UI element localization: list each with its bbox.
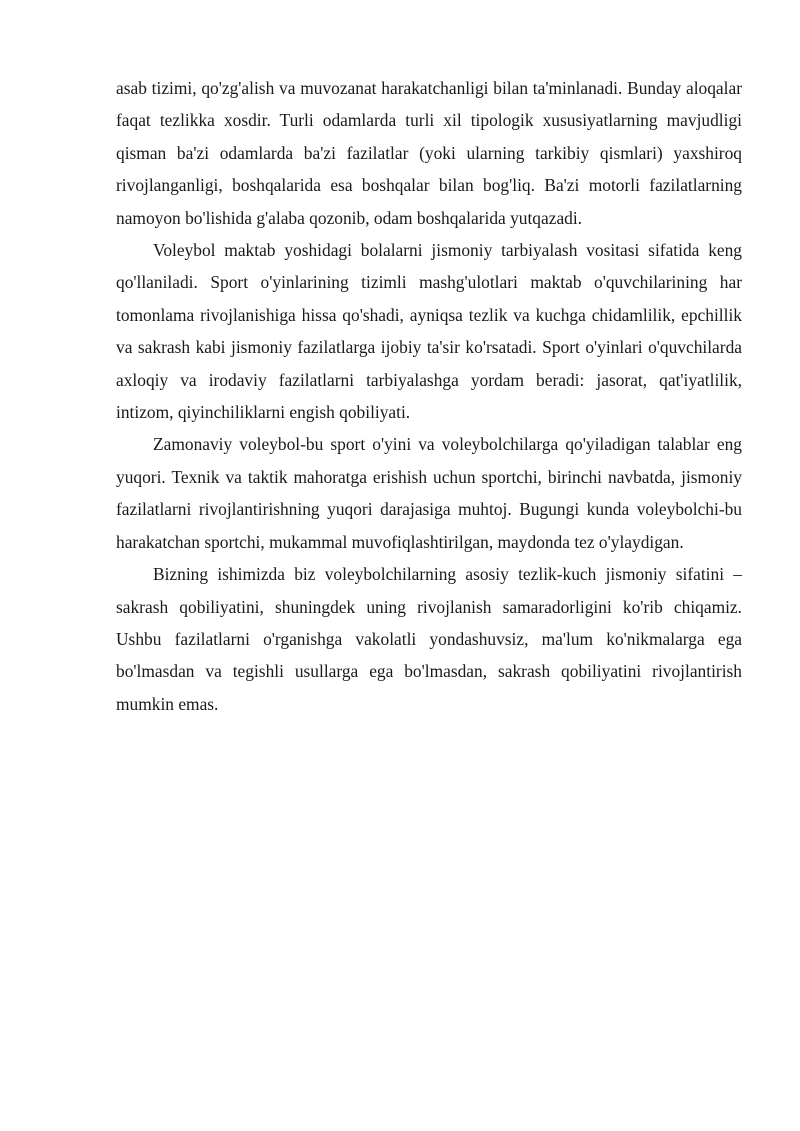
paragraph-2: Voleybol maktab yoshidagi bolalarni jismoniy tarbiyalash vositasi sifatida keng qo'llaniladi. Sport o'yinlarining tizimli mashg'ulotlari maktab o'quvchilarining har tomonlama rivojlanishiga hissa qo'shadi, ayniqsa tezlik va kuchga chidamlilik, epchillik va sakrash kabi jismoniy fazilatlarga ijobiy ta'sir ko'rsatadi. Sport o'yinlari o'quvchilarda axloqiy va irodaviy fazilatlarni tarbiyalashga yordam beradi: jasorat, qat'iyatlilik, intizom, qiyinchiliklarni engish qobiliyati. [116, 240, 742, 423]
paragraph-1: asab tizimi, qo'zg'alish va muvozanat harakatchanligi bilan ta'minlanadi. Bunday aloqalar faqat tezlikka xosdir. Turli odamlarda turli xil tipologik xususiyatlarning mavjudligi qisman ba'zi odamlarda ba'zi fazilatlar (yoki ularning tarkibiy qismlari) yaxshiroq rivojlanganligi, boshqalarida esa boshqalar bilan bog'liq. Ba'zi motorli fazilatlarning namoyon bo'lishida g'alaba qozonib, odam boshqalarida yutqazadi. [116, 78, 742, 228]
document-body [116, 72, 742, 720]
paragraph-3: Zamonaviy voleybol-bu sport o'yini va voleybolchilarga qo'yiladigan talablar eng yuqori. Texnik va taktik mahoratga erishish uchun sportchi, birinchi navbatda, jismoniy fazilatlarni rivojlantirishning yuqori darajasiga muhtoj. Bugungi kunda voleybolchi-bu harakatchan sportchi, mukammal muvofiqlashtirilgan, maydonda tez o'ylaydigan. [116, 434, 742, 552]
paragraph-4: Bizning ishimizda biz voleybolchilarning asosiy tezlik-kuch jismoniy sifatini – sakrash qobiliyatini, shuningdek uning rivojlanish samaradorligini ko'rib chiqamiz. Ushbu fazilatlarni o'rganishga vakolatli yondashuvsiz, ma'lum ko'nikmalarga ega bo'lmasdan va tegishli usullarga ega bo'lmasdan, sakrash qobiliyatini rivojlantirish mumkin emas. [116, 564, 742, 714]
